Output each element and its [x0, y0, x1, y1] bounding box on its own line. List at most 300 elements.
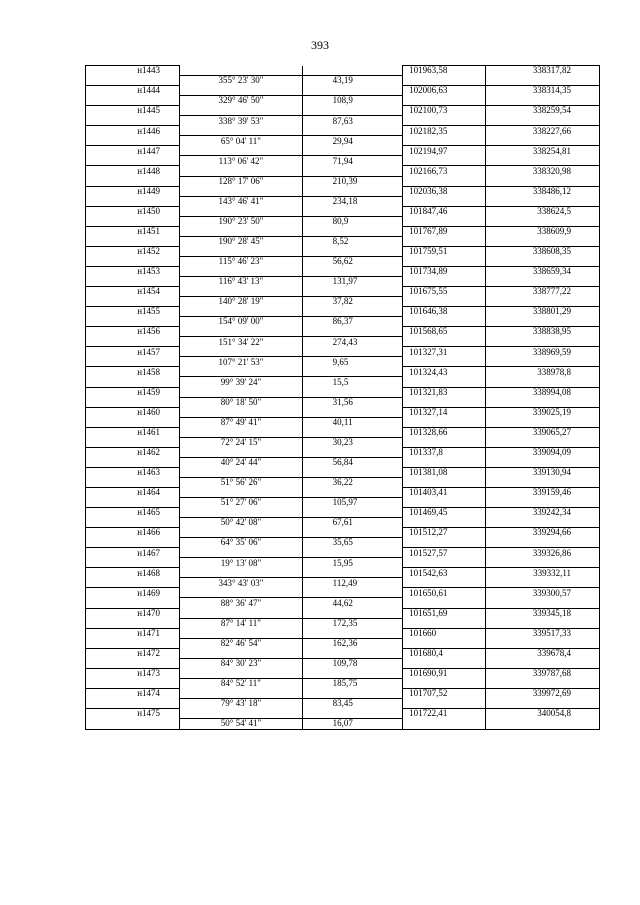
- coord-x: 101680,4: [403, 648, 486, 658]
- empty-cell: [485, 176, 599, 186]
- segment-row: [86, 216, 600, 226]
- segment-row: [86, 256, 600, 266]
- segment-row: [86, 578, 600, 588]
- direction-angle: 338° 39' 53": [180, 116, 302, 126]
- point-name: н1443: [86, 66, 180, 76]
- empty-cell: [180, 347, 302, 357]
- segment-row: [86, 317, 600, 327]
- empty-cell: [86, 196, 180, 206]
- point-name: н1449: [86, 186, 180, 196]
- empty-cell: [485, 397, 599, 407]
- point-name: н1459: [86, 387, 180, 397]
- empty-cell: [302, 246, 402, 256]
- empty-cell: [302, 608, 402, 618]
- segment-row: [86, 276, 600, 286]
- coord-x: 101403,41: [403, 487, 486, 497]
- empty-cell: [180, 709, 302, 719]
- point-name: н1460: [86, 407, 180, 417]
- empty-cell: [86, 397, 180, 407]
- point-name: н1458: [86, 367, 180, 377]
- empty-cell: [485, 498, 599, 508]
- segment-row: [86, 397, 600, 407]
- empty-cell: [86, 698, 180, 708]
- segment-row: [86, 457, 600, 467]
- coord-y: 338227,66: [485, 126, 599, 136]
- empty-cell: [180, 166, 302, 176]
- point-row: [86, 548, 600, 558]
- direction-angle: 40° 24' 44": [180, 457, 302, 467]
- empty-cell: [485, 236, 599, 246]
- segment-length: 131,97: [302, 276, 402, 286]
- direction-angle: 87° 14' 11": [180, 618, 302, 628]
- point-row: [86, 146, 600, 156]
- empty-cell: [180, 146, 302, 156]
- point-name: н1462: [86, 447, 180, 457]
- empty-cell: [180, 588, 302, 598]
- point-name: н1455: [86, 307, 180, 317]
- coord-x: 101328,66: [403, 427, 486, 437]
- segment-length: 29,94: [302, 136, 402, 146]
- empty-cell: [485, 377, 599, 387]
- direction-angle: 190° 23' 50": [180, 216, 302, 226]
- direction-angle: 79° 43' 18": [180, 698, 302, 708]
- empty-cell: [403, 176, 486, 186]
- coord-x: 101337,8: [403, 447, 486, 457]
- point-name: н1466: [86, 528, 180, 538]
- empty-cell: [485, 76, 599, 86]
- coord-x: 101690,91: [403, 668, 486, 678]
- point-name: н1452: [86, 246, 180, 256]
- segment-row: [86, 96, 600, 106]
- direction-angle: 190° 28' 45": [180, 236, 302, 246]
- coord-y: 339326,86: [485, 548, 599, 558]
- empty-cell: [403, 397, 486, 407]
- coordinates-table-body: [86, 66, 600, 730]
- direction-angle: 151° 34' 22": [180, 337, 302, 347]
- coord-x: 102194,97: [403, 146, 486, 156]
- segment-row: [86, 658, 600, 668]
- empty-cell: [485, 558, 599, 568]
- segment-row: [86, 518, 600, 528]
- point-name: н1475: [86, 709, 180, 719]
- segment-length: 31,56: [302, 397, 402, 407]
- point-name: н1461: [86, 427, 180, 437]
- coord-y: 338609,9: [485, 226, 599, 236]
- point-name: н1474: [86, 688, 180, 698]
- direction-angle: 84° 52' 11": [180, 678, 302, 688]
- coord-y: 338254,81: [485, 146, 599, 156]
- empty-cell: [403, 698, 486, 708]
- segment-length: 162,36: [302, 638, 402, 648]
- segment-length: 112,49: [302, 578, 402, 588]
- coord-x: 102166,73: [403, 166, 486, 176]
- point-name: н1451: [86, 226, 180, 236]
- segment-row: [86, 236, 600, 246]
- empty-cell: [180, 86, 302, 96]
- empty-cell: [180, 628, 302, 638]
- empty-cell: [302, 266, 402, 276]
- coord-x: 101646,38: [403, 307, 486, 317]
- coord-y: 338978,8: [485, 367, 599, 377]
- coord-x: 101759,51: [403, 246, 486, 256]
- segment-length: 56,84: [302, 457, 402, 467]
- empty-cell: [180, 367, 302, 377]
- coord-x: 101568,65: [403, 327, 486, 337]
- point-name: н1468: [86, 568, 180, 578]
- empty-cell: [302, 307, 402, 317]
- point-name: н1465: [86, 508, 180, 518]
- empty-cell: [302, 206, 402, 216]
- coord-x: 101650,61: [403, 588, 486, 598]
- direction-angle: 64° 35' 06": [180, 538, 302, 548]
- coord-y: 338320,98: [485, 166, 599, 176]
- empty-cell: [485, 337, 599, 347]
- empty-cell: [302, 668, 402, 678]
- empty-cell: [86, 317, 180, 327]
- empty-cell: [86, 216, 180, 226]
- point-row: [86, 347, 600, 357]
- point-name: н1447: [86, 146, 180, 156]
- empty-cell: [403, 477, 486, 487]
- point-name: н1464: [86, 487, 180, 497]
- empty-cell: [180, 206, 302, 216]
- point-name: н1448: [86, 166, 180, 176]
- coord-x: 101734,89: [403, 266, 486, 276]
- empty-cell: [86, 357, 180, 367]
- empty-cell: [485, 518, 599, 528]
- point-row: [86, 166, 600, 176]
- segment-row: [86, 719, 600, 730]
- empty-cell: [86, 638, 180, 648]
- point-row: [86, 467, 600, 477]
- segment-length: 86,37: [302, 317, 402, 327]
- point-row: [86, 487, 600, 497]
- empty-cell: [86, 518, 180, 528]
- point-row: [86, 387, 600, 397]
- empty-cell: [302, 166, 402, 176]
- segment-length: 71,94: [302, 156, 402, 166]
- empty-cell: [403, 76, 486, 86]
- segment-length: 210,39: [302, 176, 402, 186]
- empty-cell: [180, 186, 302, 196]
- coord-y: 339300,57: [485, 588, 599, 598]
- direction-angle: 143° 46' 41": [180, 196, 302, 206]
- empty-cell: [403, 518, 486, 528]
- empty-cell: [485, 116, 599, 126]
- segment-row: [86, 377, 600, 387]
- empty-cell: [403, 658, 486, 668]
- empty-cell: [485, 538, 599, 548]
- point-name: н1463: [86, 467, 180, 477]
- empty-cell: [485, 578, 599, 588]
- segment-row: [86, 498, 600, 508]
- empty-cell: [86, 477, 180, 487]
- empty-cell: [403, 719, 486, 730]
- segment-row: [86, 176, 600, 186]
- empty-cell: [86, 437, 180, 447]
- empty-cell: [180, 327, 302, 337]
- point-row: [86, 628, 600, 638]
- empty-cell: [302, 548, 402, 558]
- coord-x: 101512,27: [403, 528, 486, 538]
- empty-cell: [86, 76, 180, 86]
- empty-cell: [485, 216, 599, 226]
- empty-cell: [86, 538, 180, 548]
- empty-cell: [180, 447, 302, 457]
- segment-row: [86, 337, 600, 347]
- coord-y: 340054,8: [485, 709, 599, 719]
- coord-x: 101963,58: [403, 66, 486, 76]
- empty-cell: [485, 618, 599, 628]
- point-row: [86, 246, 600, 256]
- segment-row: [86, 437, 600, 447]
- coord-x: 102006,63: [403, 86, 486, 96]
- empty-cell: [403, 598, 486, 608]
- empty-cell: [302, 427, 402, 437]
- point-row: [86, 648, 600, 658]
- empty-cell: [403, 256, 486, 266]
- direction-angle: 107° 21' 53": [180, 357, 302, 367]
- point-row: [86, 106, 600, 116]
- coord-y: 338994,08: [485, 387, 599, 397]
- empty-cell: [180, 548, 302, 558]
- direction-angle: 50° 54' 41": [180, 719, 302, 730]
- direction-angle: 50° 42' 08": [180, 518, 302, 528]
- empty-cell: [86, 116, 180, 126]
- direction-angle: 19° 13' 08": [180, 558, 302, 568]
- empty-cell: [302, 226, 402, 236]
- coord-y: 339294,66: [485, 528, 599, 538]
- empty-cell: [302, 86, 402, 96]
- coord-x: 101651,69: [403, 608, 486, 618]
- segment-length: 30,23: [302, 437, 402, 447]
- empty-cell: [180, 688, 302, 698]
- empty-cell: [180, 608, 302, 618]
- coord-y: 339345,18: [485, 608, 599, 618]
- point-row: [86, 588, 600, 598]
- point-name: н1467: [86, 548, 180, 558]
- segment-row: [86, 156, 600, 166]
- empty-cell: [86, 558, 180, 568]
- direction-angle: 80° 18' 50": [180, 397, 302, 407]
- segment-length: 87,63: [302, 116, 402, 126]
- empty-cell: [86, 498, 180, 508]
- empty-cell: [302, 387, 402, 397]
- empty-cell: [403, 457, 486, 467]
- empty-cell: [302, 568, 402, 578]
- empty-cell: [485, 457, 599, 467]
- empty-cell: [86, 457, 180, 467]
- empty-cell: [302, 327, 402, 337]
- point-row: [86, 447, 600, 457]
- point-row: [86, 307, 600, 317]
- empty-cell: [86, 618, 180, 628]
- point-row: [86, 126, 600, 136]
- segment-row: [86, 477, 600, 487]
- empty-cell: [485, 276, 599, 286]
- empty-cell: [180, 568, 302, 578]
- segment-length: 172,35: [302, 618, 402, 628]
- segment-length: 67,61: [302, 518, 402, 528]
- point-row: [86, 327, 600, 337]
- segment-length: 83,45: [302, 698, 402, 708]
- empty-cell: [302, 126, 402, 136]
- coord-y: 339025,19: [485, 407, 599, 417]
- direction-angle: 355° 23' 30": [180, 76, 302, 86]
- empty-cell: [86, 176, 180, 186]
- point-row: [86, 688, 600, 698]
- segment-length: 185,75: [302, 678, 402, 688]
- direction-angle: 343° 43' 03": [180, 578, 302, 588]
- coord-x: 101327,14: [403, 407, 486, 417]
- segment-length: 274,43: [302, 337, 402, 347]
- coord-x: 101722,41: [403, 709, 486, 719]
- coord-y: 339972,69: [485, 688, 599, 698]
- empty-cell: [180, 226, 302, 236]
- empty-cell: [180, 126, 302, 136]
- empty-cell: [86, 276, 180, 286]
- direction-angle: 113° 06' 42": [180, 156, 302, 166]
- empty-cell: [180, 487, 302, 497]
- segment-length: 15,5: [302, 377, 402, 387]
- segment-row: [86, 558, 600, 568]
- point-name: н1453: [86, 266, 180, 276]
- segment-row: [86, 136, 600, 146]
- empty-cell: [302, 347, 402, 357]
- direction-angle: 82° 46' 54": [180, 638, 302, 648]
- empty-cell: [180, 427, 302, 437]
- point-row: [86, 407, 600, 417]
- direction-angle: 116° 43' 13": [180, 276, 302, 286]
- segment-row: [86, 297, 600, 307]
- segment-length: 16,07: [302, 719, 402, 730]
- empty-cell: [302, 66, 402, 76]
- empty-cell: [403, 417, 486, 427]
- coord-y: 338486,12: [485, 186, 599, 196]
- coord-x: 101767,89: [403, 226, 486, 236]
- point-name: н1469: [86, 588, 180, 598]
- empty-cell: [485, 477, 599, 487]
- empty-cell: [403, 116, 486, 126]
- empty-cell: [86, 337, 180, 347]
- coord-y: 338659,34: [485, 266, 599, 276]
- segment-length: 8,52: [302, 236, 402, 246]
- empty-cell: [403, 618, 486, 628]
- empty-cell: [86, 156, 180, 166]
- segment-length: 56,62: [302, 256, 402, 266]
- coord-y: 338624,5: [485, 206, 599, 216]
- empty-cell: [302, 146, 402, 156]
- segment-length: 37,82: [302, 297, 402, 307]
- page-number: 393: [311, 38, 329, 52]
- direction-angle: 84° 30' 23": [180, 658, 302, 668]
- empty-cell: [180, 307, 302, 317]
- empty-cell: [403, 437, 486, 447]
- empty-cell: [86, 96, 180, 106]
- empty-cell: [302, 588, 402, 598]
- direction-angle: 128° 17' 06": [180, 176, 302, 186]
- direction-angle: 51° 27' 06": [180, 498, 302, 508]
- empty-cell: [485, 317, 599, 327]
- coord-y: 339094,09: [485, 447, 599, 457]
- direction-angle: 65° 04' 11": [180, 136, 302, 146]
- empty-cell: [403, 638, 486, 648]
- coord-y: 339678,4: [485, 648, 599, 658]
- empty-cell: [180, 106, 302, 116]
- segment-length: 36,22: [302, 477, 402, 487]
- coord-x: 102100,73: [403, 106, 486, 116]
- empty-cell: [302, 287, 402, 297]
- segment-length: 108,9: [302, 96, 402, 106]
- empty-cell: [403, 156, 486, 166]
- coord-y: 338317,82: [485, 66, 599, 76]
- empty-cell: [302, 628, 402, 638]
- segment-length: 43,19: [302, 76, 402, 86]
- point-row: [86, 709, 600, 719]
- point-row: [86, 568, 600, 578]
- point-name: н1457: [86, 347, 180, 357]
- empty-cell: [302, 487, 402, 497]
- coordinates-table: [85, 65, 600, 730]
- empty-cell: [485, 638, 599, 648]
- empty-cell: [302, 407, 402, 417]
- empty-cell: [180, 66, 302, 76]
- segment-length: 105,97: [302, 498, 402, 508]
- empty-cell: [180, 528, 302, 538]
- segment-row: [86, 538, 600, 548]
- coord-x: 101675,55: [403, 287, 486, 297]
- segment-row: [86, 357, 600, 367]
- segment-length: 44,62: [302, 598, 402, 608]
- point-row: [86, 427, 600, 437]
- point-name: н1473: [86, 668, 180, 678]
- empty-cell: [180, 467, 302, 477]
- coord-y: 339065,27: [485, 427, 599, 437]
- empty-cell: [485, 156, 599, 166]
- segment-length: 9,65: [302, 357, 402, 367]
- empty-cell: [485, 719, 599, 730]
- empty-cell: [86, 297, 180, 307]
- segment-row: [86, 698, 600, 708]
- segment-length: 109,78: [302, 658, 402, 668]
- point-row: [86, 86, 600, 96]
- point-name: н1450: [86, 206, 180, 216]
- empty-cell: [180, 668, 302, 678]
- empty-cell: [403, 558, 486, 568]
- point-row: [86, 508, 600, 518]
- segment-length: 40,11: [302, 417, 402, 427]
- point-row: [86, 367, 600, 377]
- coord-y: 339242,34: [485, 508, 599, 518]
- empty-cell: [180, 508, 302, 518]
- empty-cell: [302, 467, 402, 477]
- empty-cell: [485, 658, 599, 668]
- segment-row: [86, 76, 600, 86]
- empty-cell: [485, 698, 599, 708]
- coord-y: 338259,54: [485, 106, 599, 116]
- empty-cell: [180, 287, 302, 297]
- direction-angle: 51° 56' 26": [180, 477, 302, 487]
- empty-cell: [403, 578, 486, 588]
- segment-row: [86, 598, 600, 608]
- point-row: [86, 266, 600, 276]
- point-name: н1471: [86, 628, 180, 638]
- direction-angle: 88° 36' 47": [180, 598, 302, 608]
- empty-cell: [86, 658, 180, 668]
- empty-cell: [302, 106, 402, 116]
- segment-row: [86, 618, 600, 628]
- direction-angle: 99° 39' 24": [180, 377, 302, 387]
